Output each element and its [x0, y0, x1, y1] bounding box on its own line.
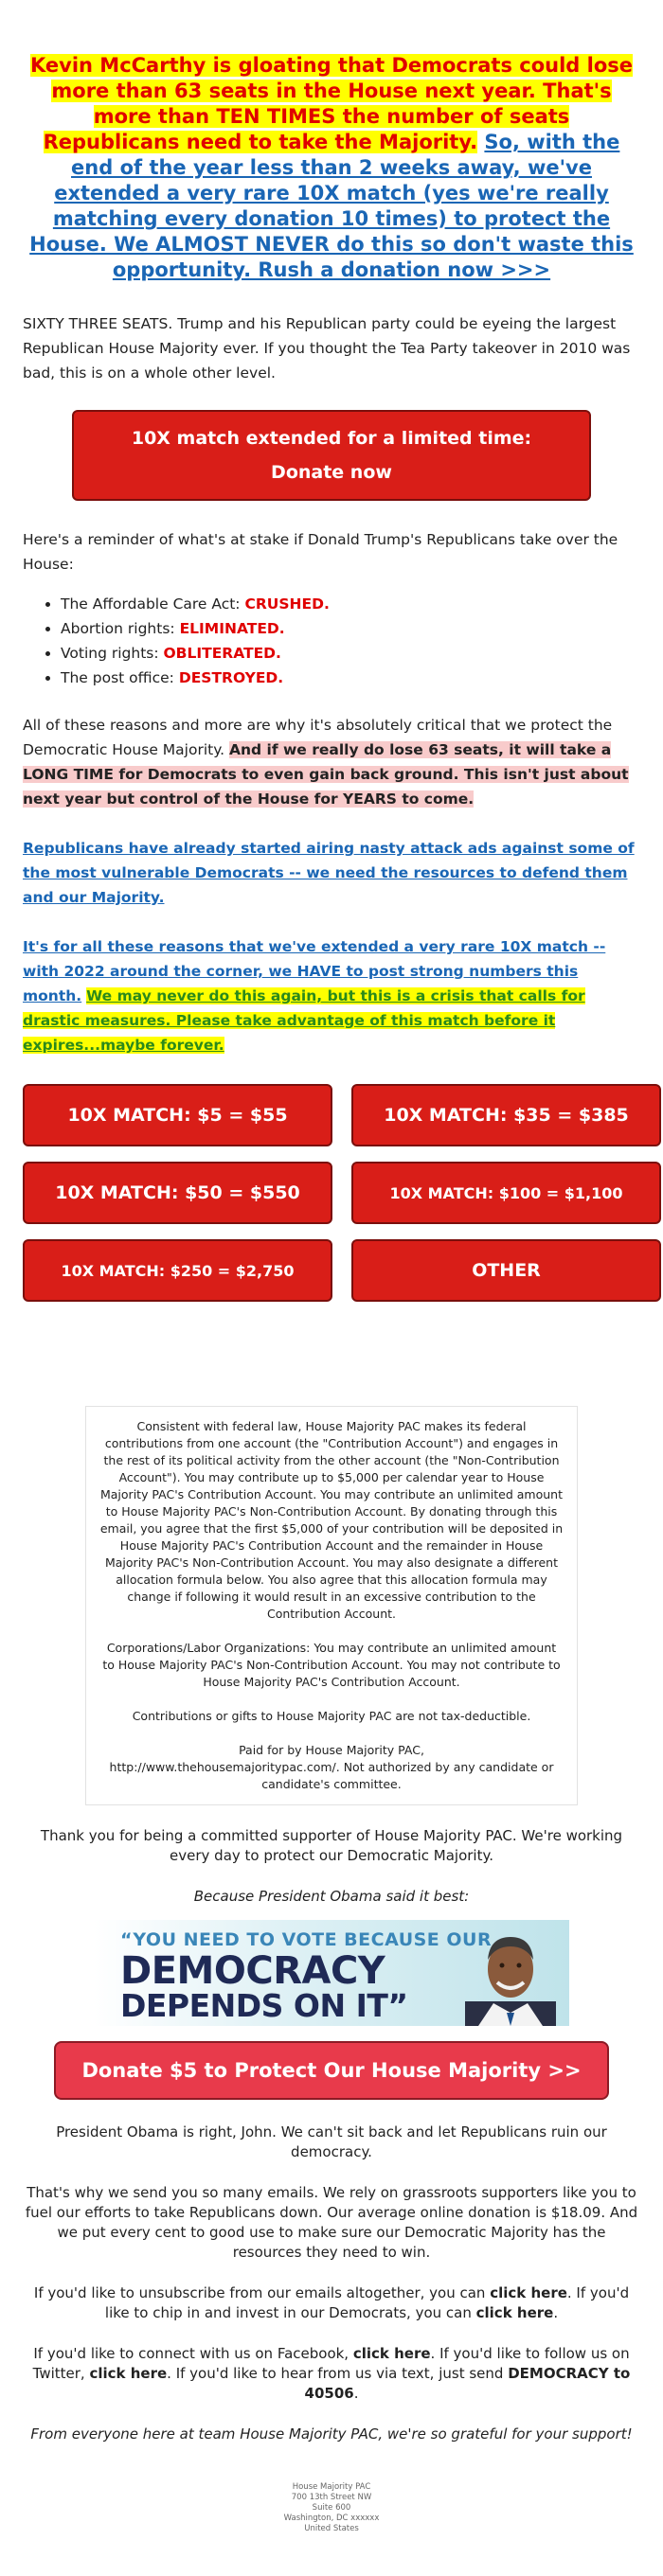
- donate-50-button[interactable]: 10X MATCH: $50 = $550: [23, 1162, 332, 1224]
- reasons-paragraph[interactable]: [23, 934, 640, 1057]
- stake-label: Abortion rights:: [61, 620, 180, 637]
- unsubscribe-paragraph: [23, 2283, 640, 2323]
- donate-5-protect-button[interactable]: Donate $5 to Protect Our House Majority >>: [54, 2041, 609, 2100]
- address-line: United States: [304, 2524, 359, 2533]
- reasons-highlight-link[interactable]: We may never do this again, but this is a crisis that calls for drastic measures. Please take advantage of this match before it expires...maybe forever.: [23, 987, 585, 1054]
- donate-35-button[interactable]: 10X MATCH: $35 = $385: [351, 1084, 661, 1146]
- donate-5-button[interactable]: 10X MATCH: $5 = $55: [23, 1084, 332, 1146]
- social-text: .: [353, 2385, 359, 2402]
- address-line: Suite 600: [312, 2503, 351, 2513]
- stake-status: CRUSHED.: [244, 595, 330, 613]
- social-paragraph: [23, 2344, 640, 2404]
- attack-ads-paragraph[interactable]: [23, 836, 640, 910]
- donate-100-button[interactable]: 10X MATCH: $100 = $1,100: [351, 1162, 661, 1224]
- reasons-link[interactable]: It's for all these reasons that we've extended a very rare 10X match -- with 2022 around the corner, we HAVE to post strong numbers this month.: [23, 938, 606, 1004]
- why-emails-paragraph: That's why we send you so many emails. We rely on grassroots supporters like you to fuel our efforts to take Republicans down. Our average online donation is $18.09. And we put every cent to good use to make sure our Democratic Majority has the resources they need to win.: [25, 2184, 638, 2261]
- unsubscribe-link[interactable]: click here: [490, 2284, 567, 2301]
- stake-status: OBLITERATED.: [163, 645, 281, 662]
- thanks-paragraph: Thank you for being a committed supporter of House Majority PAC. We're working every day to protect our Democratic Majority.: [40, 1827, 623, 1864]
- reminder-paragraph: Here's a reminder of what's at stake if Donald Trump's Republicans take over the House:: [23, 531, 618, 573]
- headline-donate-link[interactable]: So, with the end of the year less than 2 weeks away, we've extended a very rare 10X match (yes we're really matching every donation 10 times) to protect the House. We ALMOST NEVER do this so don't waste this opportunity. Rush a donation now >>>: [29, 131, 634, 281]
- footer-address: [23, 2482, 640, 2534]
- obama-quote-banner[interactable]: [94, 1920, 569, 2026]
- stakes-list: [23, 592, 640, 690]
- social-text: . If you'd like to hear from us via text, just send: [167, 2365, 509, 2382]
- stake-status: DESTROYED.: [178, 669, 284, 686]
- banner-quote-line1: “YOU NEED TO VOTE BECAUSE OUR: [120, 1929, 493, 1950]
- attack-ads-link[interactable]: Republicans have already started airing nasty attack ads against some of the most vulnerable Democrats -- we need the resources to defend them and our Majority.: [23, 840, 635, 906]
- donate-other-button[interactable]: OTHER: [351, 1239, 661, 1302]
- legal-corporate-text: Corporations/Labor Organizations: You may contribute an unlimited amount to House Majority PAC's Non-Contribution Account. You may not contribute to House Majority PAC's Contribution Account.: [102, 1641, 561, 1689]
- address-line: 700 13th Street NW: [291, 2493, 372, 2502]
- address-line: House Majority PAC: [292, 2482, 371, 2492]
- paid-for-url: http://www.thehousemajoritypac.com/. Not authorized by any candidate or candidate's committee.: [109, 1760, 554, 1791]
- signoff-paragraph: From everyone here at team House Majority PAC, we're so grateful for your support!: [30, 2425, 633, 2443]
- banner-quote-line2: DEMOCRACY: [120, 1949, 385, 1993]
- text-code: DEMOCRACY to 40506: [304, 2365, 631, 2402]
- obama-right-paragraph: President Obama is right, John. We can't sit back and let Republicans ruin our democracy.: [56, 2123, 607, 2160]
- match-extended-button[interactable]: 10X match extended for a limited time: Donate now: [72, 410, 591, 501]
- stake-status: ELIMINATED.: [179, 620, 285, 637]
- paid-for-line: Paid for by House Majority PAC,: [239, 1743, 424, 1757]
- unsub-text: . If you'd like to chip in and invest in our Democrats, you can: [104, 2284, 630, 2321]
- headline[interactable]: [23, 53, 640, 283]
- stake-label: The post office:: [61, 669, 179, 686]
- stake-label: Voting rights:: [61, 645, 164, 662]
- facebook-link[interactable]: click here: [352, 2345, 431, 2362]
- email-body: [23, 0, 640, 2534]
- legal-tax-text: Contributions or gifts to House Majority PAC are not tax-deductible.: [132, 1709, 531, 1723]
- donation-button-grid: [23, 1084, 640, 1302]
- intro-paragraph: SIXTY THREE SEATS. Trump and his Republican party could be eyeing the largest Republican House Majority ever. If you thought the Tea Party takeover in 2010 was bad, this is on a whole other level.: [23, 315, 631, 382]
- protect-text: All of these reasons and more are why it's absolutely critical that we protect the Democratic House Majority.: [23, 717, 613, 758]
- banner-quote-line3: DEPENDS ON IT”: [120, 1987, 408, 2024]
- address-line: Washington, DC xxxxxx: [283, 2514, 380, 2523]
- headline-alert: Kevin McCarthy is gloating that Democrats could lose more than 63 seats in the House next year. That's more than TEN TIMES the number of seats Republicans need to take the Majority.: [30, 54, 633, 153]
- obama-intro: Because President Obama said it best:: [193, 1888, 470, 1905]
- donate-250-button[interactable]: 10X MATCH: $250 = $2,750: [23, 1239, 332, 1302]
- stake-label: The Affordable Care Act:: [61, 595, 245, 613]
- list-item: [61, 592, 640, 616]
- legal-paid-for: [99, 1742, 564, 1793]
- list-item: [61, 641, 640, 666]
- social-text: If you'd like to connect with us on Facebook,: [33, 2345, 353, 2362]
- list-item: [61, 666, 640, 690]
- chip-in-link[interactable]: click here: [475, 2304, 554, 2321]
- social-text: . If you'd like to follow us on Twitter,: [32, 2345, 630, 2382]
- protect-paragraph: [23, 713, 640, 811]
- protect-highlight: And if we really do lose 63 seats, it will take a LONG TIME for Democrats to even gain back ground. This isn't just about next year but control of the House for YEARS to come.: [23, 741, 629, 808]
- legal-disclaimer: [85, 1406, 578, 1805]
- legal-contribution-text: Consistent with federal law, House Majority PAC makes its federal contributions from one account (the "Contribution Account") and engages in the rest of its political activity from the other account (the "Non-Contribution Account"). You may contribute up to $5,000 per calendar year to House Majority PAC's Contribution Account. You may contribute an unlimited amount to House Majority PAC's Non-Contribution Account. By donating through this email, you agree that the first $5,000 of your contribution will be deposited in House Majority PAC's Contribution Account and the remainder in House Majority PAC's Non-Contribution Account. You may also designate a different allocation formula below. You also agree that this allocation formula may change if following it would result in an excessive contribution to the Contribution Account.: [99, 1419, 564, 1621]
- list-item: [61, 616, 640, 641]
- obama-portrait-icon: [465, 1926, 556, 2026]
- unsub-text: .: [553, 2304, 559, 2321]
- unsub-text: If you'd like to unsubscribe from our emails altogether, you can: [33, 2284, 491, 2301]
- twitter-link[interactable]: click here: [89, 2365, 168, 2382]
